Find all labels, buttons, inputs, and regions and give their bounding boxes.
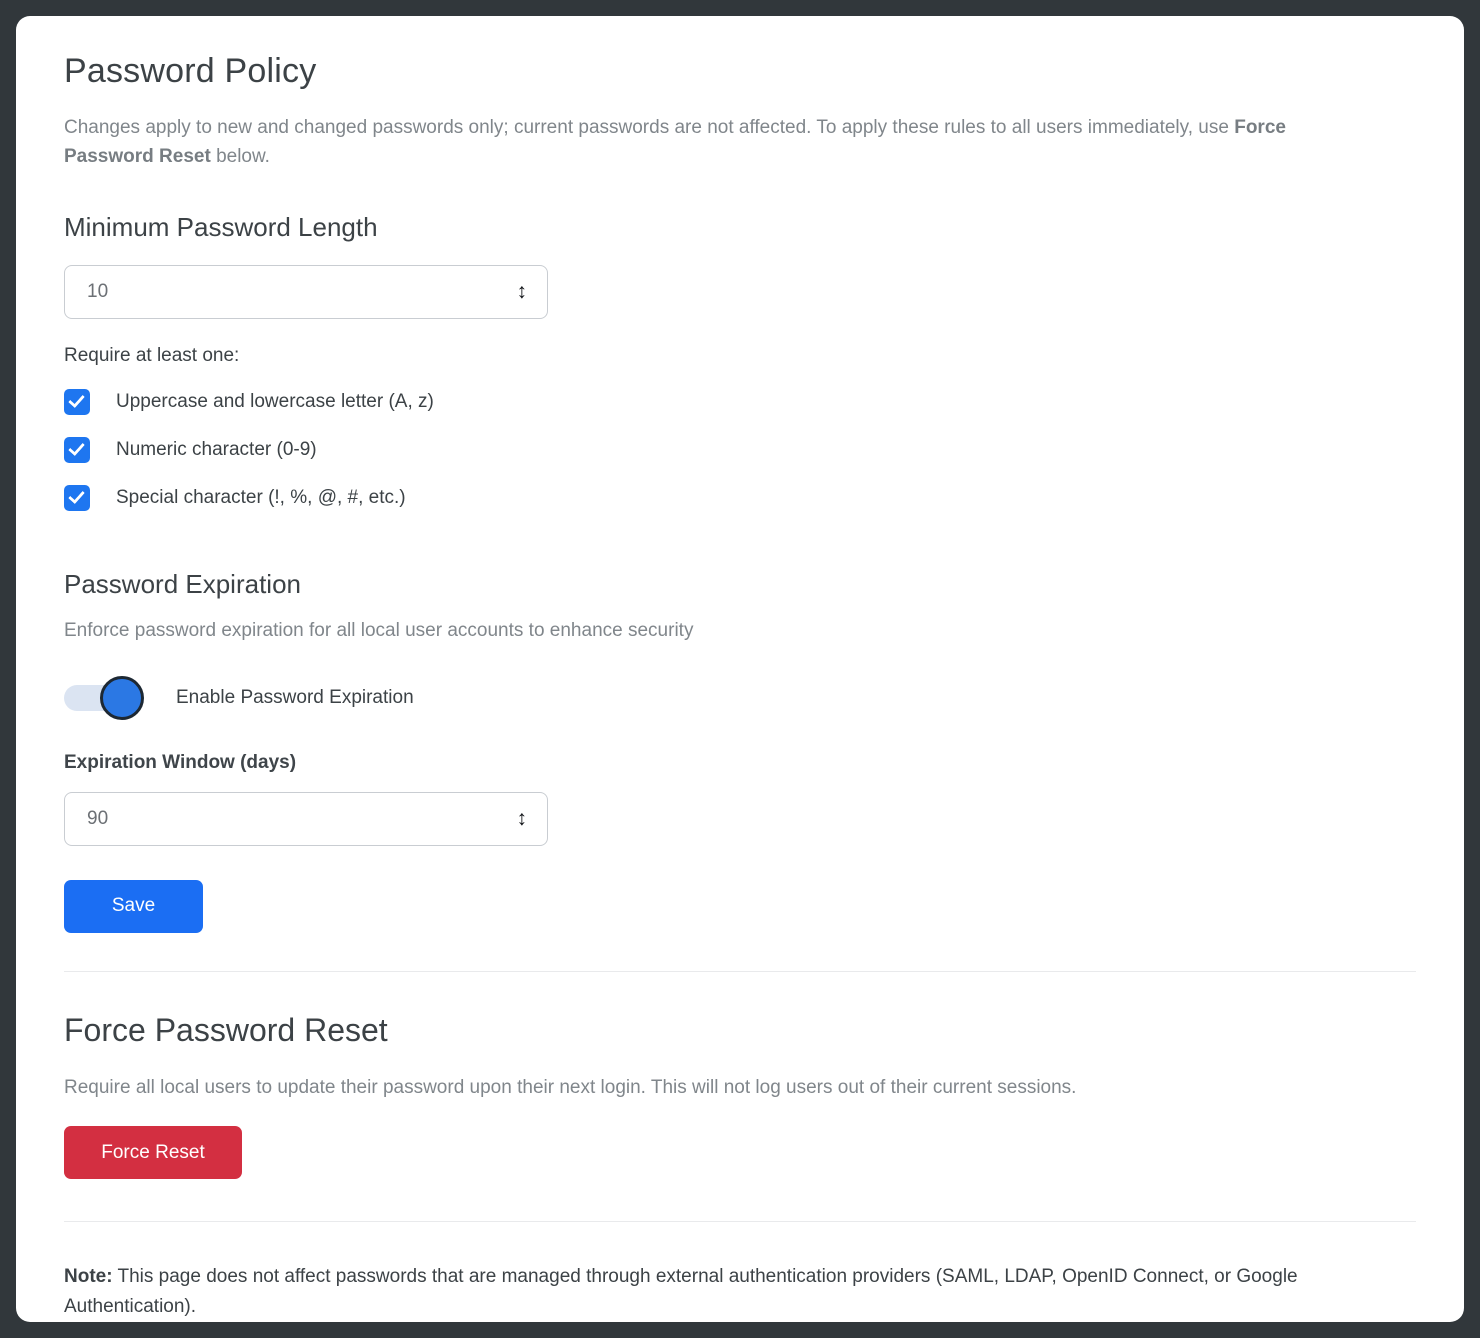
updown-spinner-icon[interactable]: ↕ xyxy=(516,280,527,304)
special-checkbox[interactable] xyxy=(64,485,90,511)
minimum-password-length-heading: Minimum Password Length xyxy=(64,211,378,242)
checkbox-row-numeric xyxy=(64,437,1416,463)
expiration-window-label: Expiration Window (days) xyxy=(64,751,297,773)
numeric-checkbox[interactable] xyxy=(64,437,90,463)
check-icon xyxy=(68,391,85,408)
updown-spinner-icon[interactable]: ↕ xyxy=(516,807,527,831)
checkbox-row-special xyxy=(64,485,1416,511)
note-body: This page does not affect passwords that are managed through external authentication providers (SAML, LDAP, OpenID Connect, or Google Authentication). xyxy=(64,1266,1298,1317)
uppercase-checkbox-label: Uppercase and lowercase letter (A, z) xyxy=(116,390,434,412)
require-at-least-one-label: Require at least one: xyxy=(64,344,240,366)
force-password-reset-description: Require all local users to update their password upon their next login. This will not log users out of their current sessions. xyxy=(64,1076,1077,1098)
check-icon xyxy=(68,439,85,456)
page-title: Password Policy xyxy=(64,52,317,90)
section-divider xyxy=(64,971,1416,972)
enable-password-expiration-label: Enable Password Expiration xyxy=(176,686,414,708)
note-text xyxy=(64,1262,1344,1321)
password-policy-panel xyxy=(16,16,1464,1322)
enable-password-expiration-row xyxy=(64,676,1416,720)
checkbox-row-uppercase xyxy=(64,389,1416,415)
minimum-password-length-value: 10 xyxy=(87,280,109,302)
force-password-reset-heading: Force Password Reset xyxy=(64,1011,388,1048)
note-divider xyxy=(64,1221,1416,1222)
force-reset-button[interactable]: Force Reset xyxy=(64,1126,242,1179)
numeric-checkbox-label: Numeric character (0-9) xyxy=(116,438,317,460)
note-bold-label: Note: xyxy=(64,1266,113,1288)
special-checkbox-label: Special character (!, %, @, #, etc.) xyxy=(116,486,406,508)
expiration-window-value: 90 xyxy=(87,807,109,829)
expiration-window-select[interactable] xyxy=(64,792,548,846)
page-description-prefix: Changes apply to new and changed passwords only; current passwords are not affected. To apply these rules to all users immediately, use xyxy=(64,117,1235,138)
toggle-thumb-icon[interactable] xyxy=(100,676,144,720)
uppercase-checkbox[interactable] xyxy=(64,389,90,415)
enable-password-expiration-toggle[interactable] xyxy=(64,685,140,711)
page-description-suffix: below. xyxy=(210,146,270,168)
save-button[interactable]: Save xyxy=(64,880,203,933)
minimum-password-length-select[interactable] xyxy=(64,265,548,319)
password-expiration-description: Enforce password expiration for all local user accounts to enhance security xyxy=(64,619,694,641)
password-expiration-heading: Password Expiration xyxy=(64,568,301,599)
check-icon xyxy=(68,487,85,504)
page-description xyxy=(64,113,1344,172)
page-description-bold: Force Password Reset xyxy=(64,117,1286,168)
